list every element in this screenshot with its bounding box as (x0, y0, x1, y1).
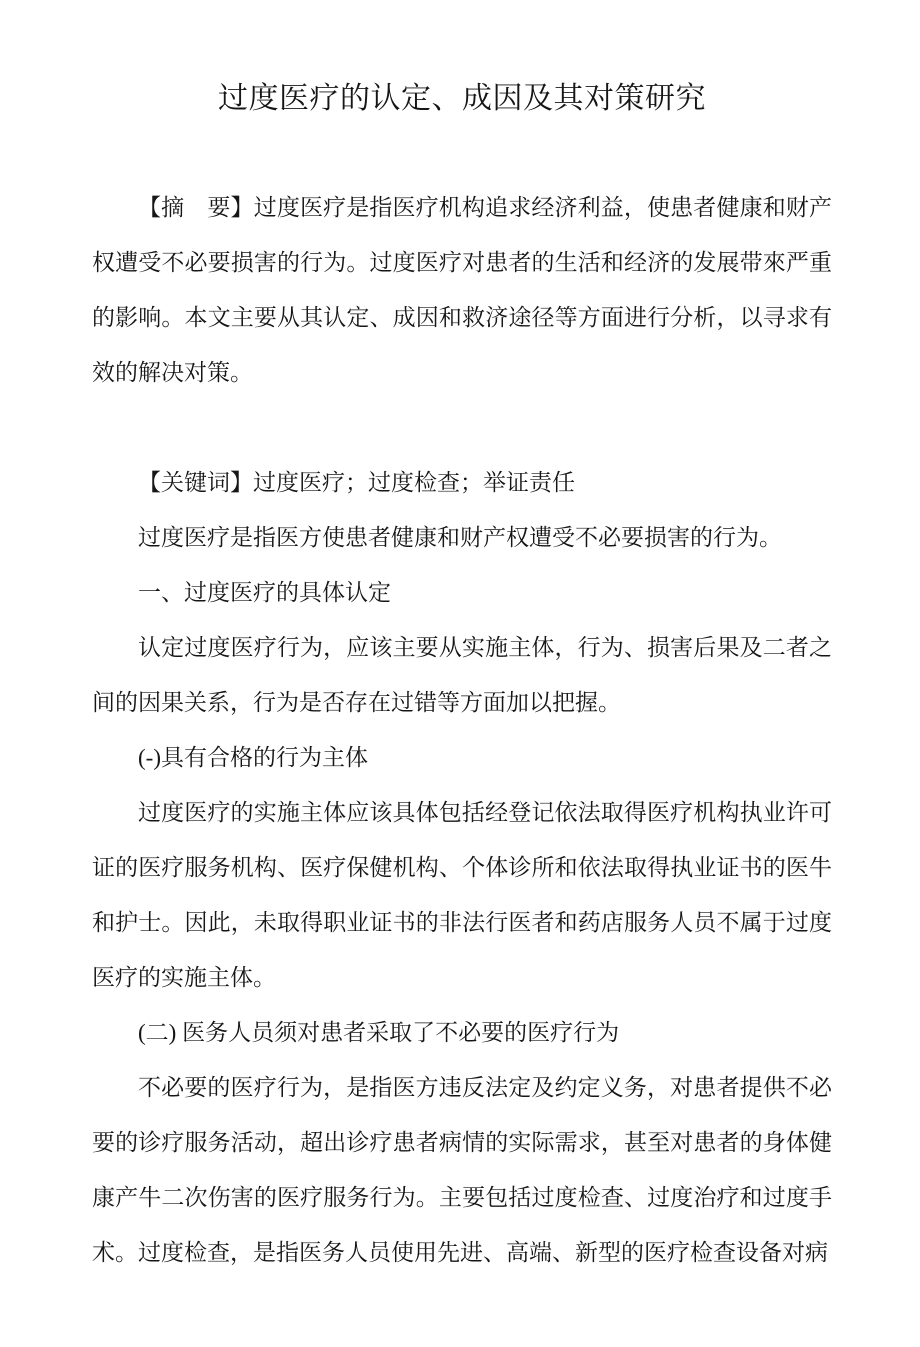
subsection-heading-1: (-)具有合格的行为主体 (138, 745, 368, 770)
subsection-2-paragraph: 不必要的医疗行为，是指医方违反法定及约定义务，对患者提供不必要的诊疗服务活动，超出诊疗患者病情的实际需求，甚至对患者的身体健康产牛二次伤害的医疗服务行为。主要包括过度检查、过度治疗和过度手术。过度检查，是指医务人员使用先进、高端、新型的医疗检查设备对病 (92, 1075, 832, 1265)
section-1-paragraph: 认定过度医疗行为，应该主要从实施主体，行为、损害后果及二者之间的因果关系，行为是否存在过错等方面加以把握。 (92, 635, 832, 715)
section-heading-1: 一、过度医疗的具体认定 (138, 580, 391, 605)
subsection-heading-2: (二) 医务人员须对患者采取了不必要的医疗行为 (138, 1020, 620, 1045)
intro-sentence: 过度医疗是指医方使患者健康和财产权遭受不必要损害的行为。 (138, 525, 782, 550)
document-title: 过度医疗的认定、成因及其对策研究 (218, 82, 706, 115)
abstract-paragraph: 【摘 要】过度医疗是指医疗机构追求经济利益，使患者健康和财产权遭受不必要损害的行为。过度医疗对患者的生活和经济的发展带來严重的影响。本文主要从其认定、成因和救济途径等方面进行分析，以寻求有效的解决对策。 (92, 195, 832, 385)
subsection-1-paragraph: 过度医疗的实施主体应该具体包括经登记依法取得医疗机构执业许可证的医疗服务机构、医疗保健机构、个体诊所和依法取得执业证书的医牛和护士。因此，未取得职业证书的非法行医者和药店服务人员不属于过度医疗的实施主体。 (92, 800, 832, 990)
keywords-line: 【关键词】过度医疗；过度检查；举证责任 (138, 470, 575, 495)
